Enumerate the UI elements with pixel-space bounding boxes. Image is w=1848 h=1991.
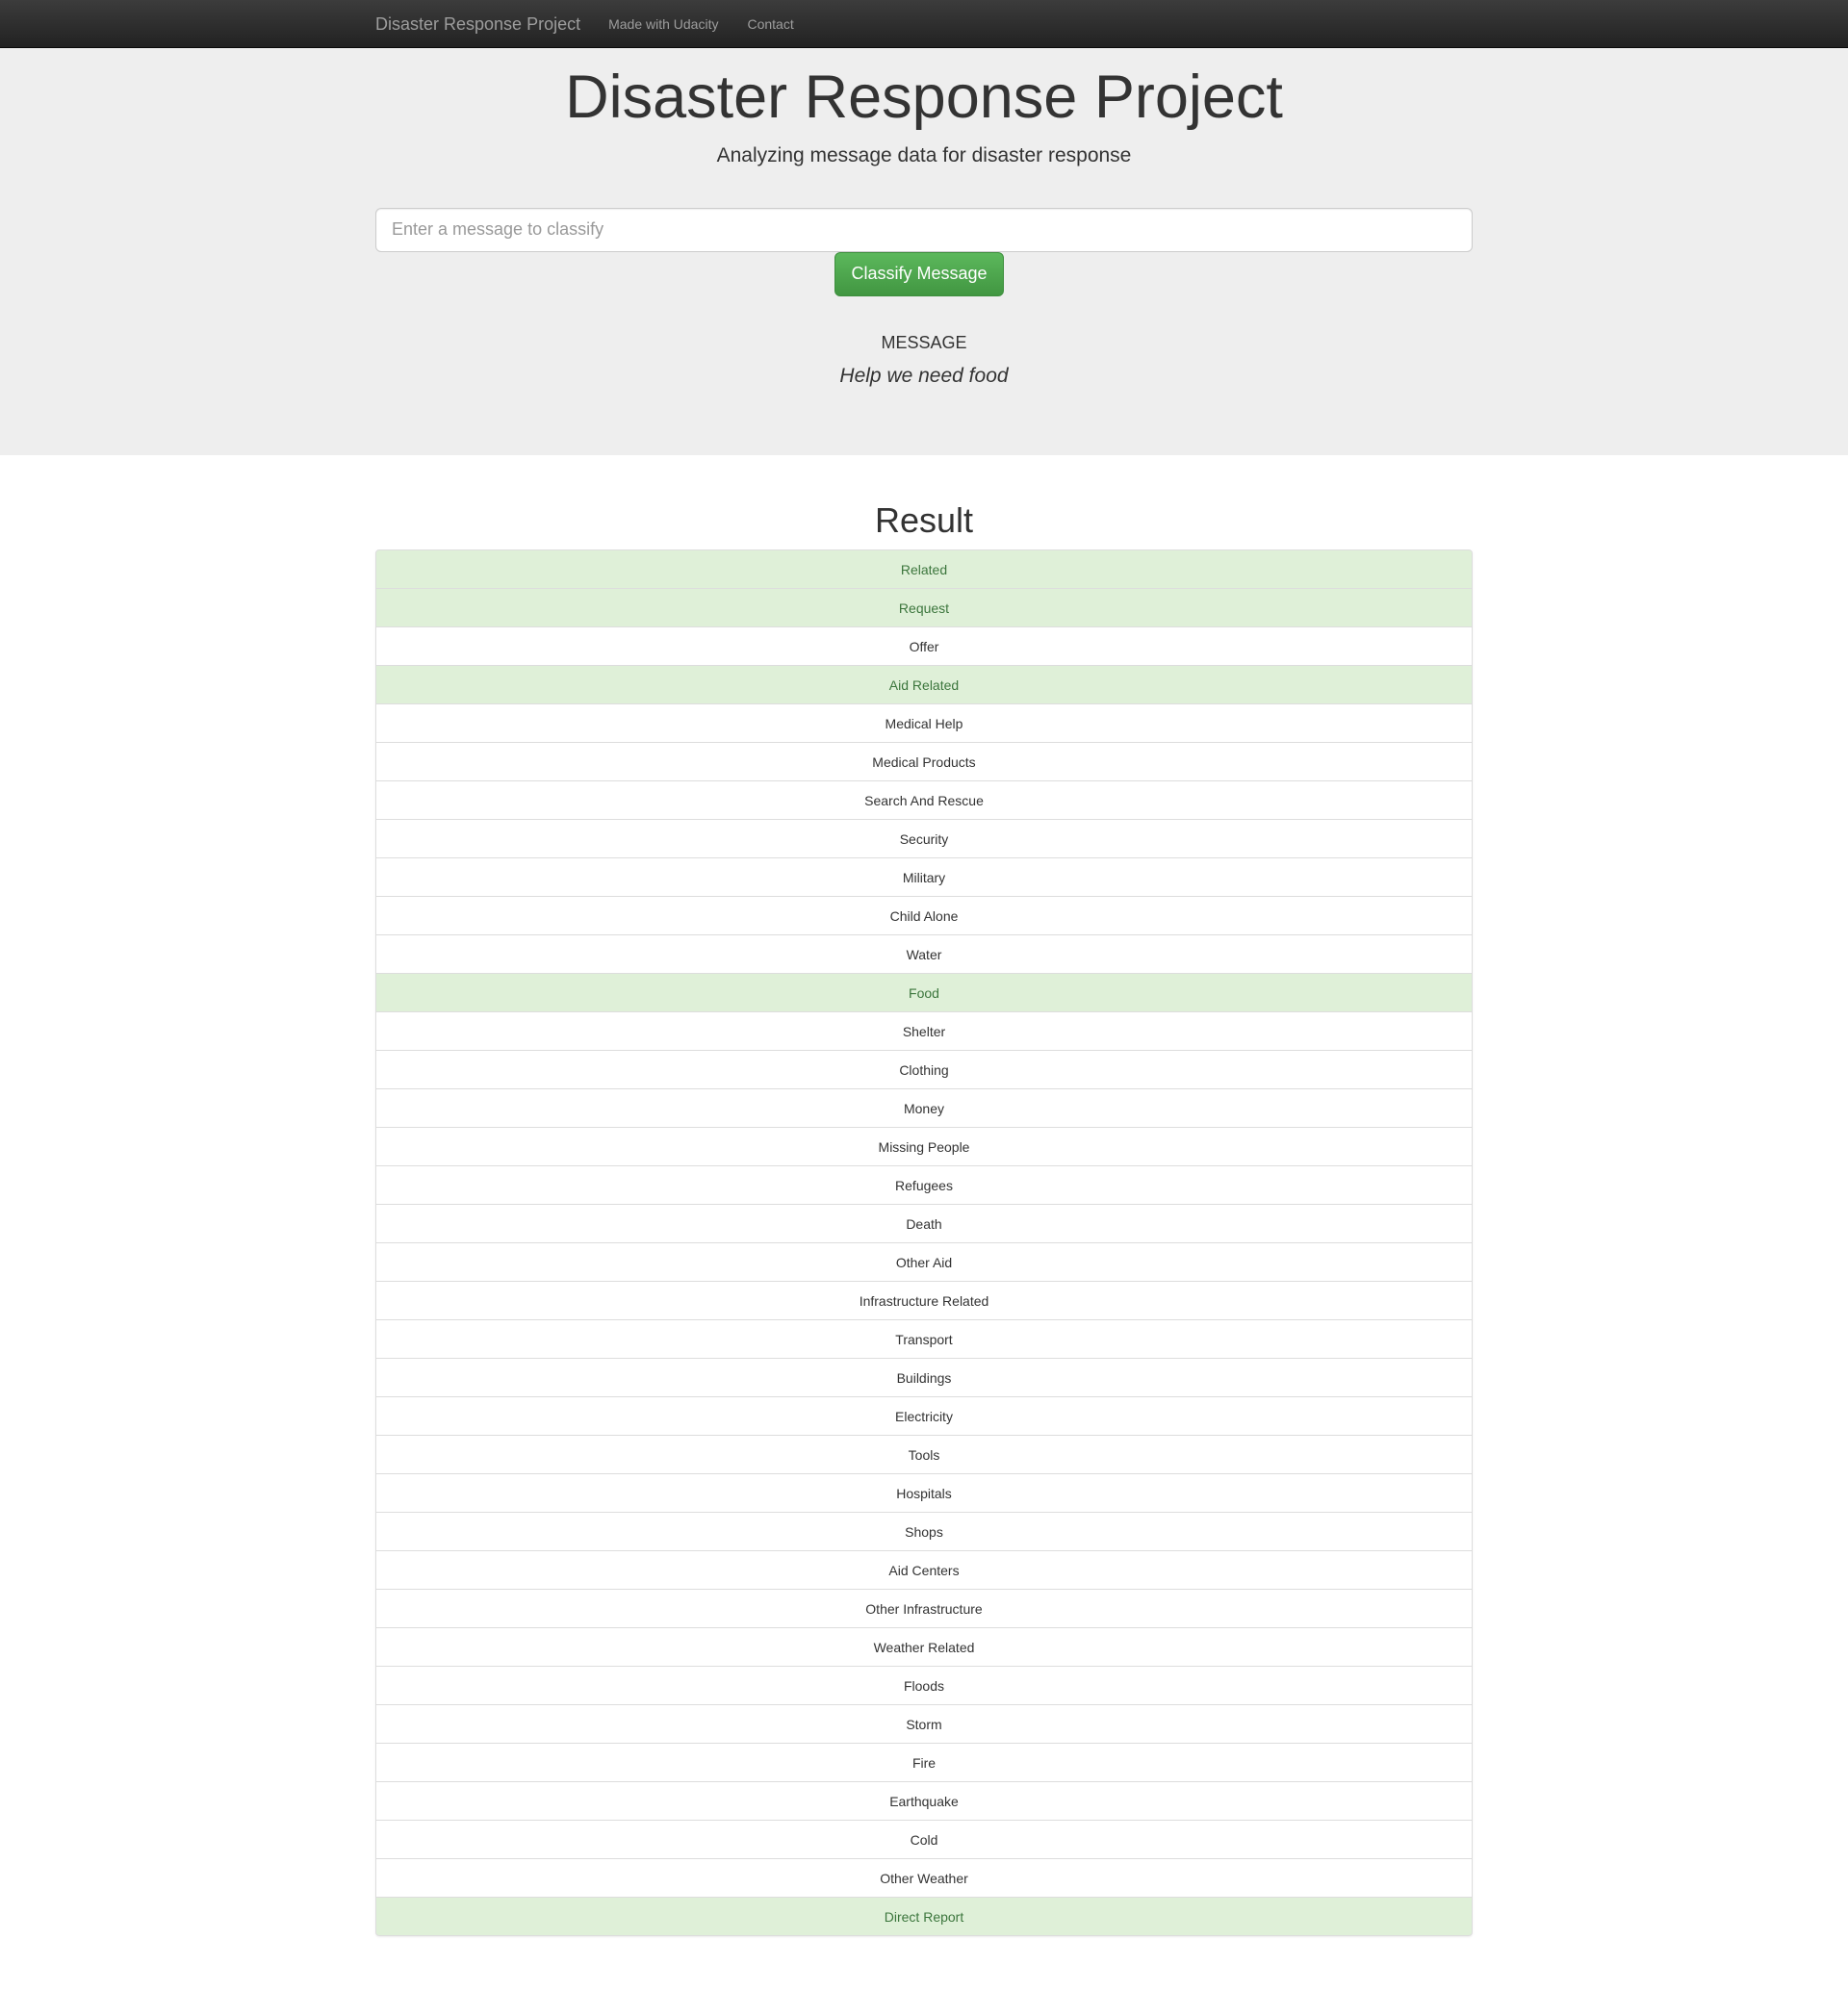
- result-item: Transport: [375, 1319, 1473, 1359]
- result-item: Other Weather: [375, 1858, 1473, 1898]
- result-item: Aid Centers: [375, 1550, 1473, 1590]
- result-item: Buildings: [375, 1358, 1473, 1397]
- result-item: Shelter: [375, 1011, 1473, 1051]
- result-item: Aid Related: [375, 665, 1473, 704]
- result-item: Child Alone: [375, 896, 1473, 935]
- result-item: Tools: [375, 1435, 1473, 1474]
- result-item: Medical Products: [375, 742, 1473, 781]
- result-item: Electricity: [375, 1396, 1473, 1436]
- result-item: Cold: [375, 1820, 1473, 1859]
- result-item: Earthquake: [375, 1781, 1473, 1821]
- result-item: Military: [375, 857, 1473, 897]
- result-item: Shops: [375, 1512, 1473, 1551]
- jumbotron: [0, 48, 1848, 455]
- result-item: Other Aid: [375, 1242, 1473, 1282]
- result-item: Clothing: [375, 1050, 1473, 1089]
- result-item: Hospitals: [375, 1473, 1473, 1513]
- result-item: Request: [375, 588, 1473, 627]
- result-title: Result: [874, 500, 974, 540]
- navbar: [0, 0, 1848, 48]
- message-label: MESSAGE: [881, 332, 967, 352]
- result-item: Other Infrastructure: [375, 1589, 1473, 1628]
- result-item: Search And Rescue: [375, 780, 1473, 820]
- page-subtitle: Analyzing message data for disaster response: [716, 143, 1132, 166]
- result-item: Water: [375, 934, 1473, 974]
- result-item: Security: [375, 819, 1473, 858]
- result-item: Food: [375, 973, 1473, 1012]
- result-item: Offer: [375, 626, 1473, 666]
- nav-link-udacity[interactable]: Made with Udacity: [608, 16, 719, 32]
- result-item: Weather Related: [375, 1627, 1473, 1667]
- result-item: Money: [375, 1088, 1473, 1128]
- classify-button[interactable]: Classify Message: [834, 252, 1004, 296]
- result-item: Direct Report: [375, 1897, 1473, 1936]
- page-title: Disaster Response Project: [565, 64, 1283, 131]
- result-list: [375, 549, 1473, 1936]
- message-input[interactable]: [375, 208, 1473, 252]
- navbar-brand[interactable]: Disaster Response Project: [375, 13, 581, 34]
- result-item: Storm: [375, 1704, 1473, 1744]
- result-item: Floods: [375, 1666, 1473, 1705]
- result-section: [375, 501, 1473, 1936]
- result-item: Related: [375, 549, 1473, 589]
- result-item: Infrastructure Related: [375, 1281, 1473, 1320]
- result-item: Medical Help: [375, 703, 1473, 743]
- message-text: Help we need food: [839, 364, 1009, 387]
- result-item: Missing People: [375, 1127, 1473, 1166]
- result-item: Death: [375, 1204, 1473, 1243]
- result-item: Refugees: [375, 1165, 1473, 1205]
- result-item: Fire: [375, 1743, 1473, 1782]
- classify-form: [375, 208, 1473, 296]
- nav-link-contact[interactable]: Contact: [747, 16, 794, 32]
